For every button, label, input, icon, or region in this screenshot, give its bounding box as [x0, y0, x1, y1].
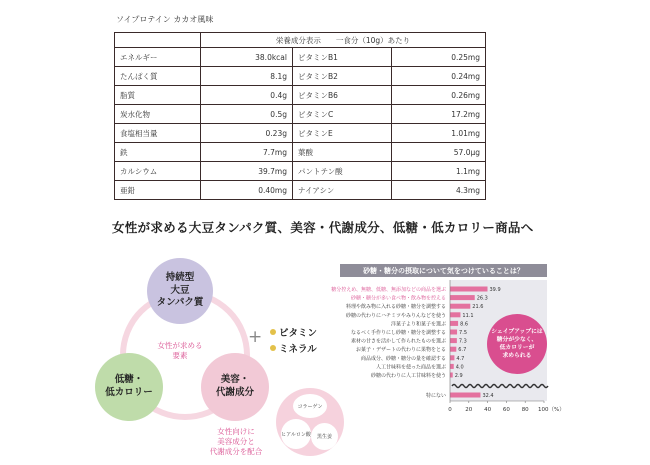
- bar: [450, 393, 480, 398]
- nutrient-value: 0.23g: [201, 124, 293, 143]
- venn-top-label: 持続型 大豆 タンパク質: [156, 271, 204, 309]
- ingredient-collagen-label: コラーゲン: [297, 403, 323, 410]
- bar: [450, 312, 460, 317]
- nutrient-value: 1.1mg: [392, 162, 486, 181]
- venn-center-label: 女性が求める 要素: [157, 341, 203, 361]
- chart-title: 砂糖・糖分の摂取について気をつけていることは？: [340, 264, 547, 277]
- value-label: 7.3: [458, 338, 467, 345]
- value-label: 2.9: [454, 373, 463, 379]
- value-label: 7.5: [459, 330, 468, 336]
- nutrient-value: 0.5g: [201, 105, 293, 124]
- category-label: お菓子・デザートの代わりに果物をとる: [355, 347, 446, 354]
- nutrient-value: 57.0μg: [392, 143, 486, 162]
- value-label: 26.3: [476, 295, 488, 302]
- bar: [450, 338, 457, 343]
- x-tick-label: 100（%）: [538, 407, 565, 413]
- value-label: 4.7: [456, 355, 465, 362]
- ingredient-hyaluronic-label: ヒアルロン酸: [281, 431, 311, 438]
- x-tick-label: 40: [484, 407, 492, 413]
- bar: [450, 287, 488, 292]
- value-label: 6.7: [458, 347, 467, 354]
- nutrient-value: 0.4g: [201, 86, 293, 105]
- nutrient-name: 食塩相当量: [115, 124, 201, 143]
- callout-bubble: [487, 314, 547, 374]
- nutrient-value: 0.26mg: [392, 86, 486, 105]
- value-label: 4.0: [455, 364, 464, 371]
- category-label: 料理や飲み物に入れる砂糖・糖分を調整する: [345, 304, 446, 311]
- nutrient-name: ビタミンE: [293, 124, 392, 143]
- nutrient-value: 0.24mg: [392, 67, 486, 86]
- nutrient-name: 炭水化物: [115, 105, 201, 124]
- category-label: 砂糖の代わりにハチミツやみりんなどを使う: [345, 312, 446, 319]
- x-tick-label: 60: [502, 407, 510, 413]
- callout-text: シェイプアップには 糖分が少なく、 低カロリーが 求められる: [491, 328, 543, 360]
- bar: [450, 355, 454, 360]
- nutrient-name: 脂質: [115, 86, 201, 105]
- nutrient-value: 0.25mg: [392, 48, 486, 67]
- venn-left-label: 低糖・ 低カロリー: [105, 374, 153, 398]
- category-label: 砂糖・糖分が多い食べ物・飲み物を控える: [350, 295, 446, 302]
- axis-break-wave: [452, 385, 548, 388]
- nutrient-value: 39.7mg: [201, 162, 293, 181]
- nutrient-value: 0.40mg: [201, 181, 293, 200]
- category-label: 砂糖の代わりに人工甘味料を使う: [370, 373, 446, 379]
- x-tick-label: 20: [465, 407, 473, 413]
- vitamin-label: ビタミン: [279, 328, 318, 339]
- nutrient-name: エネルギー: [115, 48, 201, 67]
- nutrient-name: 鉄: [115, 143, 201, 162]
- category-label: 特にない: [425, 393, 446, 399]
- value-label: 21.6: [472, 304, 484, 311]
- nutrient-name: パントテン酸: [293, 162, 392, 181]
- nutrient-name: ビタミンB2: [293, 67, 392, 86]
- category-label: 糖分控えめ、無糖、低糖、無添加などの商品を選ぶ: [331, 287, 446, 293]
- venn-note: 女性向けに 美容成分と 代謝成分を配合: [209, 427, 263, 457]
- value-label: 39.9: [489, 287, 501, 293]
- nutrient-value: 4.3mg: [392, 181, 486, 200]
- plus-sign: +: [248, 327, 263, 347]
- nutrition-header: 栄養成分表示 一食分（10g）あたり: [201, 33, 486, 48]
- x-tick-label: 80: [521, 407, 529, 413]
- value-label: 8.6: [460, 321, 469, 328]
- nutrient-value: 8.1g: [201, 67, 293, 86]
- x-tick-label: 0: [448, 407, 452, 413]
- nutrient-value: 17.2mg: [392, 105, 486, 124]
- nutrient-value: 1.01mg: [392, 124, 486, 143]
- bar: [450, 364, 454, 369]
- category-label: 素材の甘さを活かして作られたものを選ぶ: [350, 338, 446, 345]
- nutrient-name: ビタミンB1: [293, 48, 392, 67]
- category-label: なるべく手作りにし砂糖・糖分を調整する: [350, 330, 446, 336]
- bar: [450, 347, 456, 352]
- nutrient-name: 葉酸: [293, 143, 392, 162]
- bar: [450, 304, 470, 309]
- nutrient-value: 7.7mg: [201, 143, 293, 162]
- nutrient-name: ナイアシン: [293, 181, 392, 200]
- nutrient-value: 38.0kcal: [201, 48, 293, 67]
- bar: [450, 330, 457, 335]
- nutrient-name: 亜鉛: [115, 181, 201, 200]
- value-label: 11.1: [462, 312, 474, 319]
- category-label: 商品成分、砂糖・糖分の量を確認する: [360, 355, 446, 362]
- nutrient-name: カルシウム: [115, 162, 201, 181]
- bar: [450, 295, 475, 300]
- bar: [450, 321, 458, 326]
- product-title: ソイプロテイン カカオ風味: [116, 15, 214, 24]
- category-label: 洋菓子より和菓子を選ぶ: [390, 321, 446, 328]
- value-label: 32.4: [482, 393, 494, 399]
- nutrient-name: ビタミンC: [293, 105, 392, 124]
- section-headline: 女性が求める大豆タンパク質、美容・代謝成分、低糖・低カロリー商品へ: [112, 220, 534, 235]
- nutrient-name: ビタミンB6: [293, 86, 392, 105]
- mineral-label: ミネラル: [279, 344, 317, 355]
- category-label: 人工甘味料を使った商品を選ぶ: [375, 364, 446, 371]
- nutrient-name: たんぱく質: [115, 67, 201, 86]
- venn-right-label: 美容・ 代謝成分: [215, 374, 254, 398]
- ingredient-ginger-label: 黒生姜: [316, 434, 332, 440]
- bar: [450, 373, 453, 378]
